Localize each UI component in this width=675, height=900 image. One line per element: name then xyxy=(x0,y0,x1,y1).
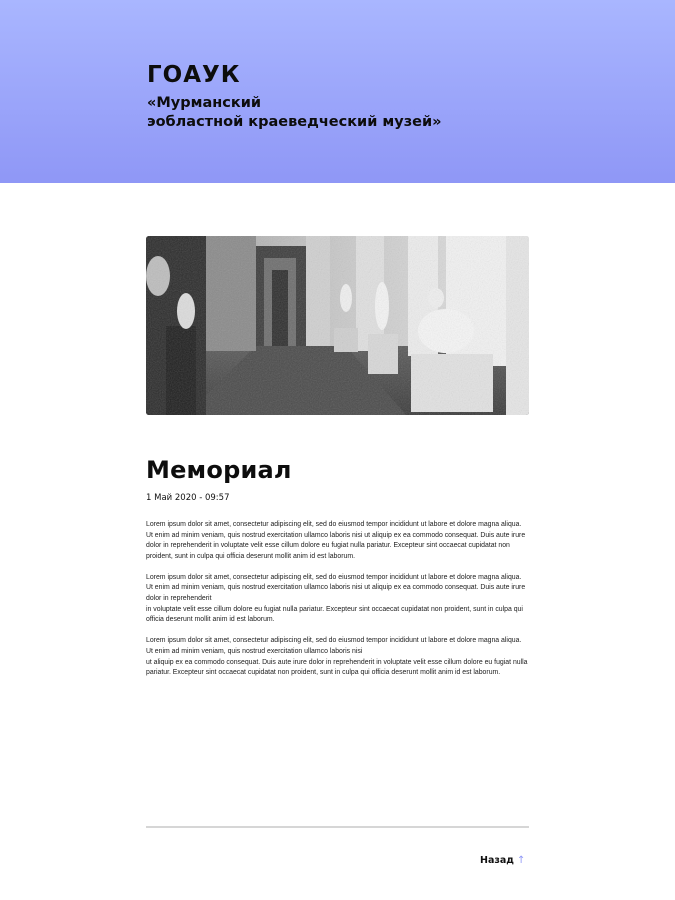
article-date: 1 Май 2020 - 09:57 xyxy=(146,493,230,503)
org-name xyxy=(147,94,442,132)
back-link[interactable] xyxy=(480,855,525,866)
article-title: Мемориал xyxy=(146,456,292,484)
org-name-line-2: эобластной краеведческий музей» xyxy=(147,114,442,130)
article-paragraph: Lorem ipsum dolor sit amet, consectetur adipiscing elit, sed do eiusmod tempor incididunt ut labore et dolore magna aliqua. Ut enim ad minim veniam, quis nostrud exercitation ullamco laboris nisi ut aliquip ex ea commodo consequat. Duis aute irure dolor in reprehenderit in voluptate velit esse cillum dolore eu fugiat nulla pariatur. Excepteur sint occaecat cupidatat non proident, sunt in culpa qui officia deserunt mollit anim id est laborum. xyxy=(146,521,526,560)
museum-hall-photo xyxy=(146,236,529,415)
article-body xyxy=(146,520,530,689)
arrow-icon[interactable]: ↑ xyxy=(516,855,526,866)
org-abbreviation: ГОАУК xyxy=(147,62,241,88)
back-label[interactable]: Назад xyxy=(480,855,514,866)
header-banner xyxy=(0,0,675,183)
article-paragraph: Lorem ipsum dolor sit amet, consectetur adipiscing elit, sed do eiusmod tempor incididunt ut labore et dolore magna aliqua. Ut enim ad minim veniam, quis nostrud exercitation ullamco laboris nisi ut aliquip ex ea commodo consequat. Duis aute irure dolor in reprehenderit in voluptate velit esse cillum dolore eu fugiat nulla pariatur. Excepteur sint occaecat cupidatat non proident, sunt in culpa qui officia deserunt mollit anim id est laborum. xyxy=(146,637,528,677)
footer-divider xyxy=(146,826,529,828)
article-paragraph: Lorem ipsum dolor sit amet, consectetur adipiscing elit, sed do eiusmod tempor incididunt ut labore et dolore magna aliqua. Ut enim ad minim veniam, quis nostrud exercitation ullamco laboris nisi ut aliquip ex ea commodo consequat. Duis aute irure dolor in reprehenderit in voluptate velit esse cillum dolore eu fugiat nulla pariatur. Excepteur sint occaecat cupidatat non proident, sunt in culpa qui officia deserunt mollit anim id est laborum. xyxy=(146,573,526,624)
org-name-line-1: «Мурманский xyxy=(147,95,262,111)
article-photo xyxy=(146,236,529,415)
